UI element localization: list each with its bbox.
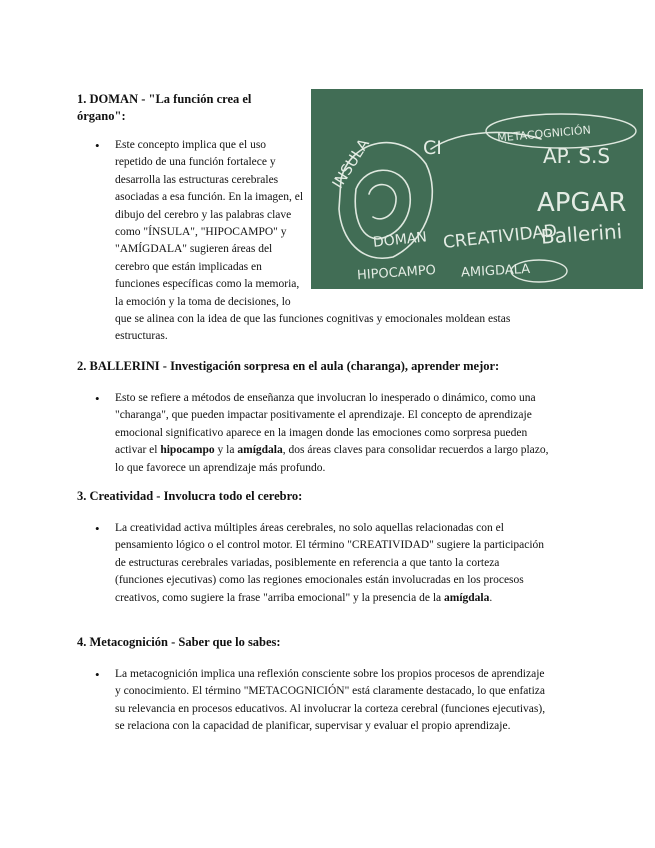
bold-term: amígdala [444,591,490,604]
text-run: La creatividad activa múltiples áreas cerebrales, no solo aquellas relacionadas con el pensamiento lógico o el control motor. El término "CREATIVIDAD" sugiere la participación de estructuras cerebrales variadas, posiblemente en referencia a que tanto la corteza (funciones ejecutivas) como las regiones emocionales están involucradas en los procesos creativos, como sugiere la frase "arriba emocional" y la presencia de la [115,522,545,604]
list-item: • La metacognición implica una reflexión consciente sobre los propios procesos de aprendizaje y conocimiento. El término "METACOGNICIÓN" está claramente destacado, lo que enfatiza su relevancia en procesos educativos. Al involucrar la corteza cerebral (funciones ejecutivas), se relaciona con la capacidad de planificar, supervisar y evaluar el propio aprendizaje. [115,666,550,736]
section-heading: 4. Metacognición - Saber que lo sabes: [77,635,281,649]
section-ballerini [77,358,577,477]
board-ballerini: Ballerini [540,219,623,249]
float-spacer [305,137,545,307]
bullet-list [77,666,577,736]
section-paragraph: Este concepto implica que el uso repetido de una función fortalece y desarrolla las estructuras cerebrales asociadas a esa función. En la imagen, el dibujo del cerebro y las palabras clave como "ÍNSULA", "HIPOCAMPO" y "AMÍGDALA" sugieren áreas del cerebro que están implicadas en funciones específicas como la memoria, la emoción y la toma de decisiones, lo que se alinea con la idea de que las funciones cognitivas y emocionales moldean estas estructuras. [115,139,511,343]
text-run: . [489,591,493,604]
board-amigdala: AMIGDALA [460,261,531,281]
bold-term: amígdala [237,444,283,457]
board-metacognicion: METACOGNICIÓN [496,123,592,145]
bullet-list [77,520,577,607]
board-creatividad: CREATIVIDAD [442,221,558,253]
list-item [115,520,550,607]
section-doman-body [95,137,545,346]
section-heading: 2. BALLERINI - Investigación sorpresa en el aula (charanga), aprender mejor: [77,359,500,373]
board-ci: CI [423,137,442,159]
bullet-icon: • [95,138,100,153]
text-run: Esto se refiere a métodos de enseñanza que involucran lo inesperado o dinámico, como una "charanga", que pueden impactar positivamente el aprendizaje. El concepto de aprendizaje emocional significativo aparece en la imagen donde las emociones como sorpresa pueden activar el [115,392,536,457]
section-creatividad [77,488,577,607]
section-heading: 3. Creatividad - Involucra todo el cerebro: [77,489,303,503]
text-run: , dos áreas claves para consolidar recuerdos a largo plazo, lo que favorece un aprendizaje más profundo. [115,444,549,474]
bullet-list [77,390,577,477]
bold-term: hipocampo [160,444,215,457]
board-insula: INSULA [328,135,373,192]
board-hipocampo: HIPOCAMPO [356,262,437,284]
board-apgar: APGAR [537,188,627,218]
section-heading: 1. DOMAN - "La función crea el órgano": [77,92,252,123]
section-metacognicion [77,634,577,736]
section-doman [77,91,577,140]
text-run: y la [214,444,238,457]
board-doman: DOMAN [372,229,428,251]
list-item [115,390,550,477]
board-aps: AP. S.S [543,144,611,168]
